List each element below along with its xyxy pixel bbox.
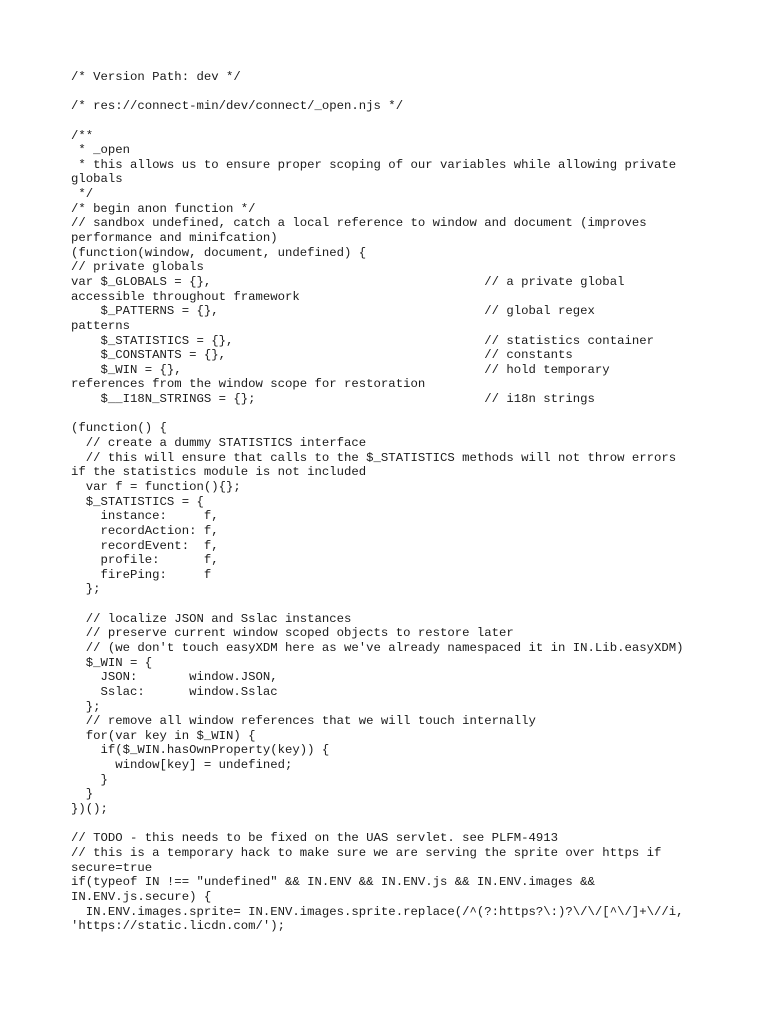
code-line: (function() { — [71, 421, 167, 436]
code-line: firePing: f — [71, 567, 212, 582]
code-line: patterns — [71, 318, 131, 333]
code-line: // create a dummy STATISTICS interface — [71, 436, 367, 451]
code-line: (function(window, document, undefined) { — [71, 245, 367, 260]
code-line: $_WIN = { — [71, 655, 153, 670]
code-line: IN.ENV.images.sprite= IN.ENV.images.sprite.replace(/^(?:https?\:)?\/\/[^\/]+\//i, — [71, 904, 684, 919]
code-line: /* Version Path: dev */ — [71, 70, 241, 84]
code-line: references from the window scope for restoration — [71, 377, 426, 392]
code-line: var $_GLOBALS = {}, // a private global — [71, 274, 625, 289]
code-line — [71, 817, 711, 832]
code-line: /* begin anon function */ — [71, 201, 256, 216]
code-line: // preserve current window scoped objects to restore later — [71, 626, 514, 641]
code-line: $_PATTERNS = {}, // global regex — [71, 304, 595, 319]
code-line: }; — [71, 699, 101, 714]
code-line: 'https://static.licdn.com/'); — [71, 919, 286, 934]
code-line: secure=true — [71, 860, 153, 875]
code-line: var f = function(){}; — [71, 479, 241, 494]
code-line — [71, 407, 711, 422]
code-line: // TODO - this needs to be fixed on the UAS servlet. see PLFM-4913 — [71, 831, 559, 846]
code-line: // (we don't touch easyXDM here as we've already namespaced it in IN.Lib.easyXDM) — [71, 640, 684, 655]
code-line — [71, 85, 711, 100]
code-line: Sslac: window.Sslac — [71, 684, 278, 699]
code-line: $_STATISTICS = {}, // statistics container — [71, 333, 654, 348]
code-line: if($_WIN.hasOwnProperty(key)) { — [71, 743, 330, 758]
code-line: })(); — [71, 802, 108, 817]
code-line: window[key] = undefined; — [71, 758, 293, 773]
code-line: if(typeof IN !== "undefined" && IN.ENV && IN.ENV.js && IN.ENV.images && — [71, 875, 595, 890]
code-line: // private globals — [71, 260, 204, 275]
code-line: }; — [71, 582, 101, 597]
code-line: /** — [71, 128, 94, 143]
code-line — [71, 114, 711, 129]
code-line: } — [71, 787, 94, 802]
code-line: $__I18N_STRINGS = {}; // i18n strings — [71, 392, 595, 407]
code-line: $_WIN = {}, // hold temporary — [71, 362, 610, 377]
code-line: JSON: window.JSON, — [71, 670, 278, 685]
code-line: $_CONSTANTS = {}, // constants — [71, 348, 573, 363]
code-line: profile: f, — [71, 553, 219, 568]
code-line: accessible throughout framework — [71, 289, 300, 304]
code-line: // sandbox undefined, catch a local reference to window and document (improves — [71, 216, 647, 231]
code-line: // localize JSON and Sslac instances — [71, 611, 352, 626]
code-line: // this will ensure that calls to the $_STATISTICS methods will not throw errors — [71, 450, 677, 465]
code-line: globals — [71, 172, 123, 187]
code-line: // remove all window references that we will touch internally — [71, 714, 536, 729]
code-line: performance and minifcation) — [71, 231, 278, 246]
code-line: } — [71, 772, 108, 787]
code-document — [71, 70, 711, 934]
code-line: IN.ENV.js.secure) { — [71, 889, 212, 904]
code-line: /* res://connect-min/dev/connect/_open.njs */ — [71, 99, 404, 114]
code-line: instance: f, — [71, 509, 219, 524]
code-line: if the statistics module is not included — [71, 465, 367, 480]
code-line: * this allows us to ensure proper scoping of our variables while allowing private — [71, 157, 677, 172]
code-line: */ — [71, 187, 94, 202]
code-line — [71, 597, 711, 612]
code-line: * _open — [71, 143, 131, 158]
code-line: $_STATISTICS = { — [71, 494, 204, 509]
code-line: recordAction: f, — [71, 523, 219, 538]
code-line: for(var key in $_WIN) { — [71, 728, 256, 743]
code-line: // this is a temporary hack to make sure we are serving the sprite over https if — [71, 845, 662, 860]
code-line: recordEvent: f, — [71, 538, 219, 553]
